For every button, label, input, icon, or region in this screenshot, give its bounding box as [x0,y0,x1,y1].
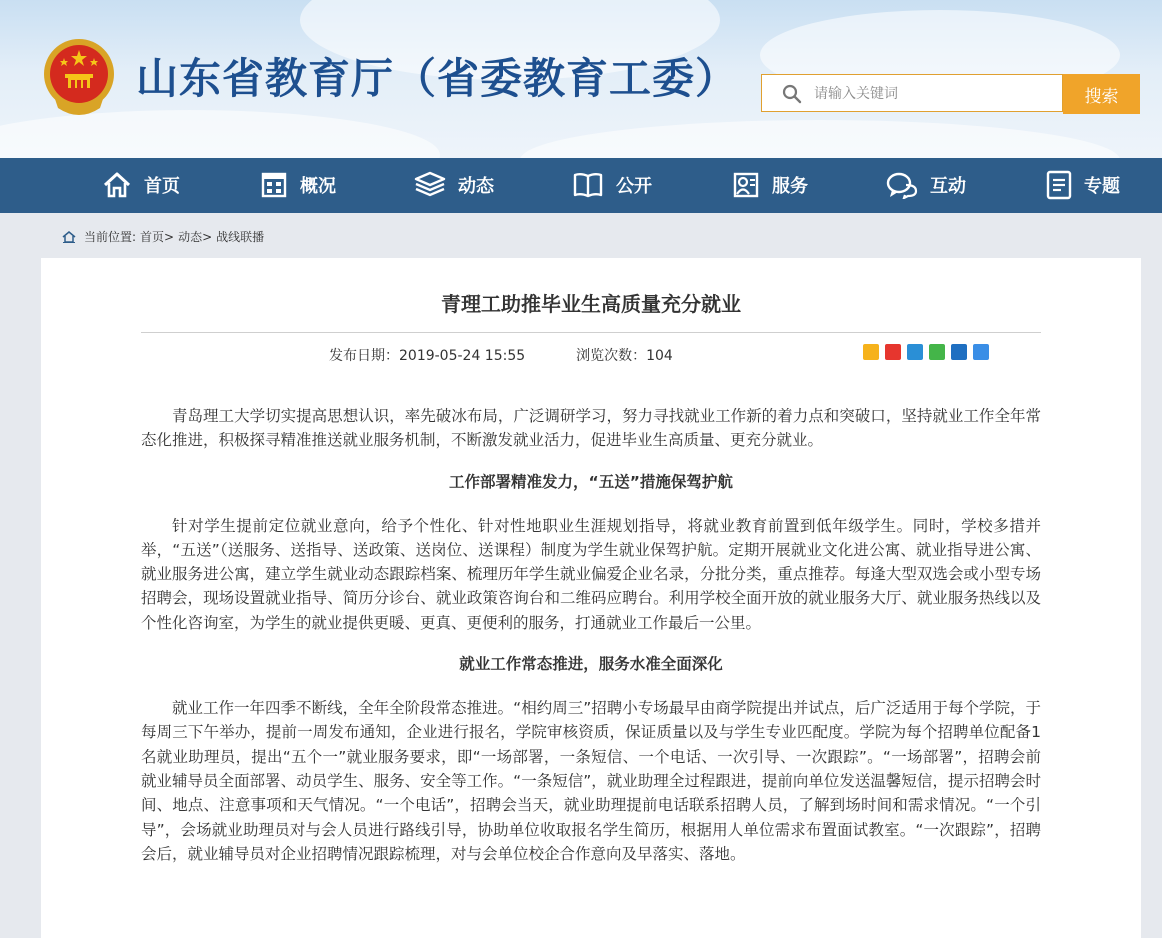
nav-item-overview[interactable] [260,168,336,202]
chat-icon [886,171,918,199]
main-nav [0,158,1162,213]
breadcrumb-current[interactable]: 战线联播 [216,230,265,244]
nav-item-service[interactable] [732,168,808,202]
article-title: 青理工助推毕业生高质量充分就业 [441,292,741,316]
renren-share-icon[interactable] [951,344,967,360]
nav-label: 服务 [772,176,808,197]
more-share-icon[interactable] [973,344,989,360]
article-meta [329,345,673,365]
section-heading: 工作部署精准发力，“五送”措施保驾护航 [449,472,733,491]
nav-label: 首页 [144,176,180,197]
breadcrumb-prefix: 当前位置: [84,230,137,244]
home-icon [102,171,132,199]
nav-item-interact[interactable] [886,168,966,202]
pinterest-share-icon[interactable] [907,344,923,360]
paragraph: 针对学生提前定位就业意向，给予个性化、针对性地职业生涯规划指导，将就业教育前置到低年级学生。同时，学校多措并举，“五送”（送服务、送指导、送政策、送岗位、送课程）制度为学生就业保驾护航。定期开展就业文化进公寓、就业指导进公寓、就业服务进公寓，建立学生就业动态跟踪档案、梳理历年学生就业偏爱企业名录，分批分类，重点推荐。每逢大型双选会或小型专场招聘会，现场设置就业指导、简历分诊台、就业政策咨询台和二维码应聘台。利用学校全面开放的就业服务大厅、就业服务热线以及个性化咨询室，为学生的就业提供更暖、更真、更便利的服务，打通就业工作最后一公里。 [141,516,1041,632]
nav-item-home[interactable] [102,168,180,202]
site-title: 山东省教育厅（省委教育工委） [136,54,739,103]
nav-label: 互动 [930,176,966,197]
date-label: 发布日期： [329,348,399,364]
qzone-share-icon[interactable] [863,344,879,360]
weibo-share-icon[interactable] [885,344,901,360]
service-icon [732,171,760,199]
article-body [141,404,1041,866]
breadcrumb-link-home[interactable]: 首页> [140,230,175,244]
search-input[interactable] [812,81,1056,107]
layers-icon [414,171,446,199]
nav-item-topics[interactable] [1046,168,1120,202]
paragraph: 就业工作一年四季不断线，全年全阶段常态推进。“相约周三”招聘小专场最早由商学院提出并试点，后广泛适用于每个学院，于每周三下午举办，提前一周发布通知，企业进行报名，学院审核资质，保证质量以及与学生专业匹配度。学院为每个招聘单位配备1名就业助理员，提出“五个一”就业服务要求，即“一场部署，一条短信、一个电话、一次引导、一次跟踪”。“一场部署”，招聘会前就业辅导员全面部署、动员学生、服务、安全等工作。“一条短信”，就业助理全过程跟进，提前向单位发送温馨短信，提示招聘会时间、地点、注意事项和天气情况。“一个电话”，招聘会当天，就业助理提前电话联系招聘人员，了解到场时间和需求情况。“一个引导”，会场就业助理员对与会人员进行路线引导，协助单位收取报名学生简历，根据用人单位需求布置面试教室。“一次跟踪”，招聘会后，就业辅导员对企业招聘情况跟踪梳理，对与会单位校企合作意向及早落实、落地。 [141,699,1041,863]
breadcrumb [62,228,268,245]
national-emblem-icon [40,36,118,116]
nav-label: 专题 [1084,176,1120,197]
site-header [0,0,1162,158]
nav-label: 动态 [458,176,494,197]
nav-label: 公开 [616,176,652,197]
wechat-share-icon[interactable] [929,344,945,360]
document-icon [1046,170,1072,200]
home-icon [62,231,76,243]
book-icon [572,171,604,199]
search-icon [782,84,802,104]
search-button[interactable]: 搜索 [1063,74,1140,114]
search-box[interactable] [761,74,1063,112]
building-icon [260,171,288,199]
views-value: 104 [646,348,673,364]
nav-label: 概况 [300,176,336,197]
nav-item-news[interactable] [414,168,494,202]
title-divider [141,332,1041,333]
share-bar [863,344,989,360]
breadcrumb-link-news[interactable]: 动态> [178,230,213,244]
breadcrumb-bar [0,213,1162,258]
paragraph: 青岛理工大学切实提高思想认识，率先破冰布局，广泛调研学习，努力寻找就业工作新的着力点和突破口，坚持就业工作全年常态化推进，积极探寻精准推送就业服务机制，不断激发就业活力，促进毕业生高质量、更充分就业。 [141,407,1041,450]
article-panel [41,258,1141,938]
views-label: 浏览次数： [576,348,647,364]
nav-item-public[interactable] [572,168,652,202]
section-heading: 就业工作常态推进，服务水准全面深化 [459,655,723,674]
date-value: 2019-05-24 15:55 [399,348,526,364]
